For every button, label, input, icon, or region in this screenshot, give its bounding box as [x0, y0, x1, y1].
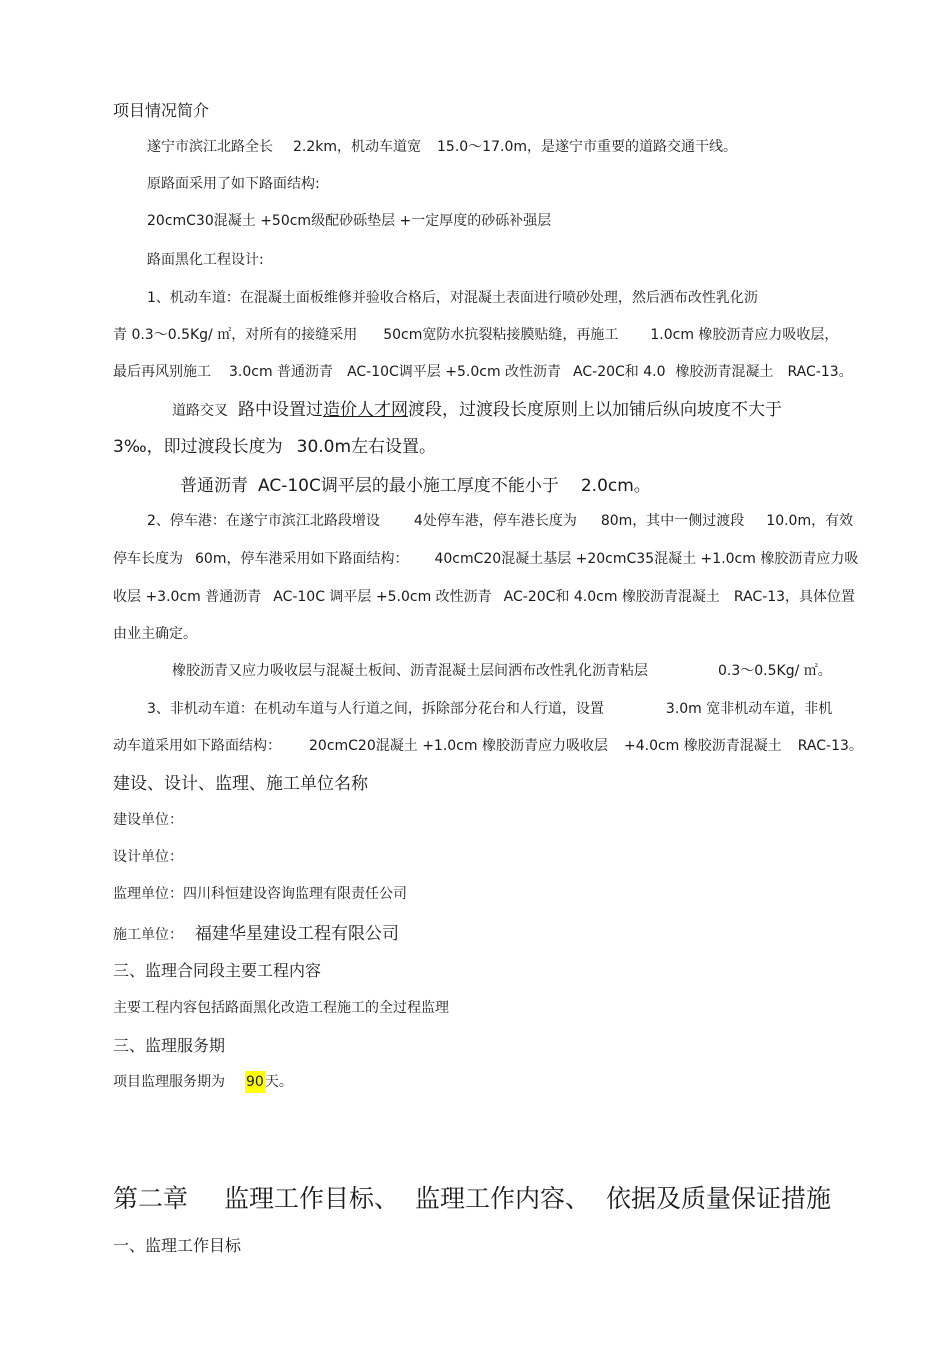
service-period-days: 90	[245, 1071, 265, 1093]
chapter-title-a: 第二章	[113, 1184, 189, 1213]
contractor-row	[113, 924, 399, 944]
chapter-title-d: 依据及质量保证措施	[606, 1184, 832, 1213]
service-period-a: 项目监理服务期为	[113, 1074, 225, 1090]
service-period-b: 天。	[264, 1074, 293, 1090]
item3-line2-d: RAC-13。	[797, 738, 863, 754]
item1-line3-e: 橡胶沥青混凝土	[675, 364, 774, 380]
item1-note1-line2-c: 左右设置。	[351, 437, 437, 457]
item1-line1: 1、机动车道：在混凝土面板维修并验收合格后，对混凝土表面进行喷砂处理，然后洒布改性乳化沥	[147, 290, 758, 306]
item1-line2	[113, 327, 838, 344]
design-label: 路面黑化工程设计:	[147, 252, 264, 268]
item1-note1-line2-a: 3‰，即过渡段长度为	[113, 437, 283, 457]
orig-structure-label: 原路面采用了如下路面结构:	[147, 176, 320, 192]
item2-line3-c: AC-20C和 4.0cm 橡胶沥青混凝土	[503, 589, 720, 605]
item3-line1-b: 3.0m 宽非机动车道，非机	[665, 701, 833, 717]
item1-line3-d: AC-20C和 4.0	[573, 364, 666, 380]
designer-label: 设计单位：	[113, 849, 183, 865]
supervisor-row	[113, 886, 407, 903]
item2-line3	[113, 589, 855, 606]
item1-line3	[113, 364, 853, 381]
chapter-subtitle: 一、监理工作目标	[113, 1236, 242, 1255]
item1-line2-c: 1.0cm 橡胶沥青应力吸收层，	[650, 327, 839, 343]
item2-note	[172, 663, 832, 680]
item1-note1-d: 渡段，过渡段长度原则上以加铺后纵向坡度不大于	[408, 400, 782, 420]
item2-line2	[113, 551, 858, 568]
item1-note1	[172, 400, 782, 420]
item3-line2-a: 动车道采用如下路面结构：	[113, 738, 281, 754]
item2-note-a: 橡胶沥青又应力吸收层与混凝土板间、沥青混凝土层间洒布改性乳化沥青粘层	[172, 663, 648, 679]
item3-line2-b: 20cmC20混凝土 +1.0cm 橡胶沥青应力吸收层	[309, 738, 608, 754]
item1-note2-a: 普通沥青	[180, 476, 248, 496]
item2-line1-a: 2、停车港：在遂宁市滨江北路段增设	[147, 513, 380, 529]
item2-line3-b: AC-10C 调平层 +5.0cm 改性沥青	[273, 589, 492, 605]
service-section-title: 三、监理服务期	[113, 1036, 226, 1055]
item1-note1-b: 路中设置过	[238, 400, 323, 420]
item1-note1-line2	[113, 437, 436, 457]
item3-line2	[113, 738, 863, 755]
supervisor-label: 监理单位：	[113, 886, 183, 902]
item3-line1-a: 3、非机动车道：在机动车道与人行道之间，拆除部分花台和人行道，设置	[147, 701, 604, 717]
chapter-title	[113, 1184, 831, 1214]
item1-note1-watermark: 造价人才网	[323, 400, 408, 420]
item1-line3-a: 最后再风别施工	[113, 364, 211, 380]
item2-line3-a: 收层 +3.0cm 普通沥青	[113, 589, 262, 605]
item1-note1-line2-b: 30.0m	[296, 437, 352, 457]
chapter-title-c: 监理工作内容、	[415, 1184, 591, 1213]
contract-section-title: 三、监理合同段主要工程内容	[113, 961, 322, 980]
item3-line2-c: +4.0cm 橡胶沥青混凝土	[623, 738, 782, 754]
item1-line3-b: 3.0cm 普通沥青	[229, 364, 334, 380]
item2-line2-a: 停车长度为	[113, 551, 183, 567]
contractor-value: 福建华星建设工程有限公司	[195, 924, 399, 944]
item2-line2-b: 60m，停车港采用如下路面结构：	[195, 551, 409, 567]
item1-note2-b: AC-10C调平层的最小施工厚度不能小于	[258, 476, 559, 496]
item2-line1-c: 80m，其中一侧过渡段	[600, 513, 745, 529]
item1-line3-c: AC-10C调平层 +5.0cm 改性沥青	[347, 364, 562, 380]
item1-note1-a: 道路交叉	[172, 403, 228, 419]
item2-line4: 由业主确定。	[113, 626, 197, 642]
owner-label: 建设单位：	[113, 812, 183, 828]
item2-line3-d: RAC-13，具体位置	[733, 589, 856, 605]
intro-paragraph	[147, 139, 737, 156]
item2-line1	[147, 513, 853, 530]
item3-line1	[147, 701, 832, 718]
units-section-title: 建设、设计、监理、施工单位名称	[113, 774, 368, 794]
item2-note-b: 0.3～0.5Kg/ ㎡。	[718, 663, 832, 679]
item2-line1-d: 10.0m，有效	[766, 513, 854, 529]
chapter-title-b: 监理工作目标、	[224, 1184, 400, 1213]
contract-content: 主要工程内容包括路面黑化改造工程施工的全过程监理	[113, 1000, 449, 1016]
item2-line1-b: 4处停车港，停车港长度为	[413, 513, 577, 529]
orig-structure: 20cmC30混凝土 +50cm级配砂砾垫层 +一定厚度的砂砾补强层	[147, 213, 552, 229]
service-period	[113, 1074, 293, 1091]
contractor-label: 施工单位：	[113, 927, 183, 943]
item1-line2-b: 50cm宽防水抗裂粘接膜贴缝，再施工	[383, 327, 619, 343]
intro-text-c: 15.0～17.0m，是遂宁市重要的道路交通干线。	[437, 139, 737, 155]
item1-line2-a: 青 0.3～0.5Kg/ ㎡，对所有的接缝采用	[113, 327, 358, 343]
intro-text-b: 2.2km，机动车道宽	[293, 139, 422, 155]
supervisor-value: 四川科恒建设咨询监理有限责任公司	[183, 886, 407, 902]
item1-note2-c: 2.0cm。	[580, 476, 651, 496]
item1-line3-f: RAC-13。	[787, 364, 853, 380]
intro-text-a: 遂宁市滨江北路全长	[147, 139, 273, 155]
item1-note2	[180, 476, 651, 496]
item2-line2-c: 40cmC20混凝土基层 +20cmC35混凝土 +1.0cm 橡胶沥青应力吸	[434, 551, 859, 567]
section-title: 项目情况简介	[113, 101, 210, 120]
